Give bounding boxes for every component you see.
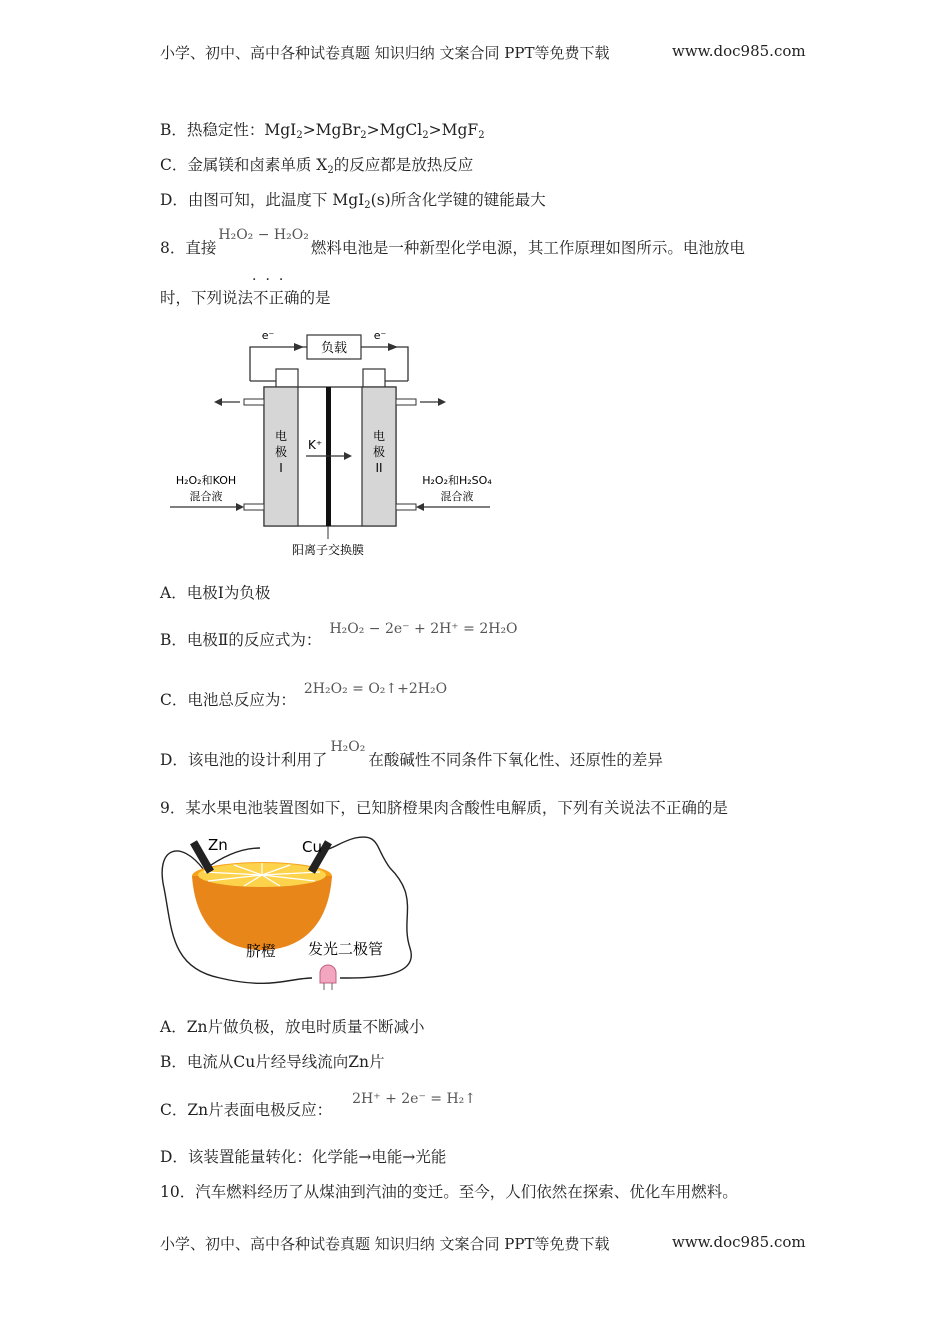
membrane-label: 阳离子交换膜 <box>291 543 365 557</box>
arrow-left-electron <box>294 343 304 351</box>
q9-c-equation: 2H⁺ + 2e⁻ = H₂↑ <box>352 1091 477 1107</box>
q7-option-d: D．由图可知，此温度下 MgI$_2$(s)所含化学键的键能最大 <box>160 191 546 211</box>
svg-text:电: 电 <box>372 429 386 443</box>
q9-option-d: D．该装置能量转化：化学能→电能→光能 <box>160 1148 447 1166</box>
q8-option-a: A．电极Ⅰ为负极 <box>160 584 271 602</box>
k-ion-label: K⁺ <box>308 438 323 452</box>
load-label: 负载 <box>320 341 348 356</box>
q7-option-c: C．金属镁和卤素单质 $X_2$的反应都是放热反应 <box>160 156 474 176</box>
emphasis-dots: ··· <box>252 272 293 288</box>
q8-stem-line1: 8．直接H₂O₂ − H₂O₂燃料电池是一种新型化学电源，其工作原理如图所示。电池放电 <box>160 227 745 257</box>
electrode-1-top <box>276 369 298 389</box>
svg-text:混合液: 混合液 <box>440 490 474 503</box>
q8-d-formula: H₂O₂ <box>330 739 366 755</box>
electrode-2-top <box>363 369 385 389</box>
footer-left-text: 小学、初中、高中各种试卷真题 知识归纳 文案合同 PPT等免费下载 <box>160 1235 610 1253</box>
header-url[interactable]: www.doc985.com <box>672 42 806 60</box>
q9-option-a: A．Zn片做负极，放电时质量不断减小 <box>160 1018 425 1036</box>
cu-label: Cu <box>302 838 322 856</box>
svg-text:II: II <box>375 461 383 475</box>
svg-text:极: 极 <box>372 445 386 459</box>
led-label: 发光二极管 <box>308 940 384 958</box>
arrow-outlet-right <box>438 398 446 406</box>
svg-text:极: 极 <box>274 445 288 459</box>
left-solution-label: H₂O₂和KOH <box>175 474 237 487</box>
orange-label: 脐橙 <box>246 942 277 960</box>
q8-stem-line2: 时，下列说法不正确的是 <box>160 289 331 307</box>
svg-text:I: I <box>279 461 283 475</box>
arrow-outlet-left <box>214 398 222 406</box>
arrow-right-electron <box>388 343 398 351</box>
header-left-text: 小学、初中、高中各种试卷真题 知识归纳 文案合同 PPT等免费下载 <box>160 44 610 62</box>
q8-option-b: B．电极Ⅱ的反应式为：H₂O₂ − 2e⁻ + 2H⁺ = 2H₂O <box>160 621 518 649</box>
q9-option-b: B．电流从Cu片经导线流向Zn片 <box>160 1053 385 1071</box>
right-solution-label: H₂O₂和H₂SO₄ <box>422 474 492 487</box>
q7-option-b: B．热稳定性：MgI$_2$>MgBr$_2$>MgCl$_2$>MgF$_2$ <box>160 121 485 141</box>
footer-url[interactable]: www.doc985.com <box>672 1233 806 1251</box>
q8-b-equation: H₂O₂ − 2e⁻ + 2H⁺ = 2H₂O <box>329 621 518 637</box>
fruit-battery-diagram <box>160 828 420 998</box>
q8-fuel-formula: H₂O₂ − H₂O₂ <box>218 227 309 243</box>
q9-stem: 9．某水果电池装置图如下，已知脐橙果肉含酸性电解质，下列有关说法不正确的是 <box>160 799 728 817</box>
electron-label-left: e⁻ <box>261 329 275 342</box>
q8-option-d: D．该电池的设计利用了H₂O₂在酸碱性不同条件下氧化性、还原性的差异 <box>160 739 663 769</box>
q9-option-c: C．Zn片表面电极反应：2H⁺ + 2e⁻ = H₂↑ <box>160 1091 477 1119</box>
zn-label: Zn <box>208 836 228 854</box>
svg-text:混合液: 混合液 <box>189 490 223 503</box>
led-icon <box>320 965 336 983</box>
arrow-inlet-right <box>416 503 424 511</box>
electron-label-right: e⁻ <box>373 329 387 342</box>
q8-option-c: C．电池总反应为：2H₂O₂ = O₂↑+2H₂O <box>160 681 448 709</box>
q10-stem: 10．汽车燃料经历了从煤油到汽油的变迁。至今，人们依然在探索、优化车用燃料。 <box>160 1183 738 1201</box>
fuel-cell-diagram <box>160 325 510 560</box>
q8-c-equation: 2H₂O₂ = O₂↑+2H₂O <box>303 681 448 697</box>
arrow-inlet-left <box>236 503 244 511</box>
svg-text:电: 电 <box>274 429 288 443</box>
orange-body <box>192 876 332 950</box>
